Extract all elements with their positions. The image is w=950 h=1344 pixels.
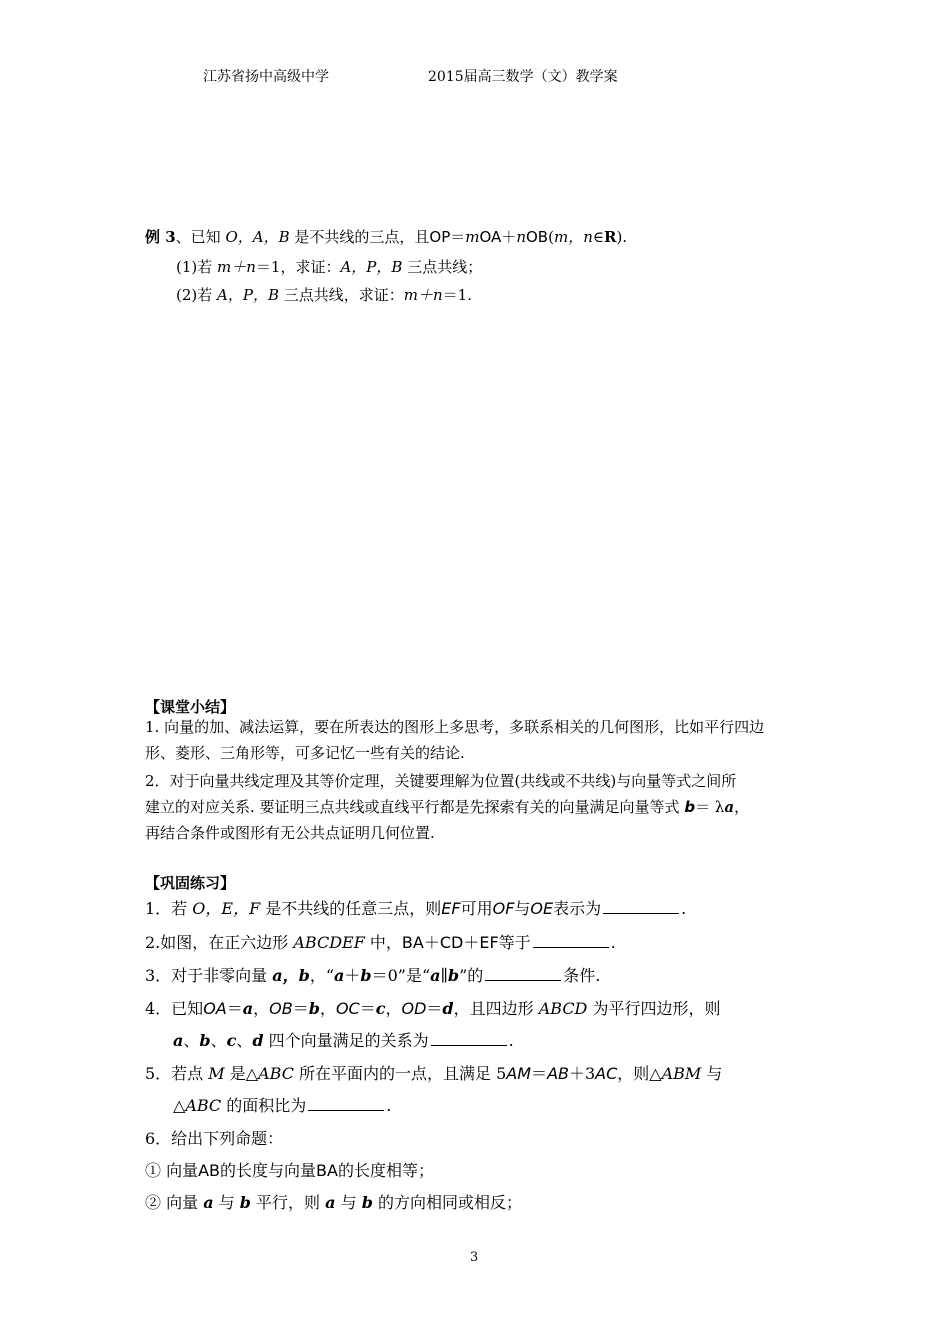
text: ( <box>548 228 554 246</box>
text: △ <box>173 1096 186 1115</box>
text: ① 向量 <box>145 1161 199 1180</box>
practice-q4-line1 <box>145 996 720 1019</box>
text: . <box>610 933 616 952</box>
var-b: b <box>308 999 320 1018</box>
var-b: b <box>684 798 696 816</box>
example-label: 例 3 <box>145 228 176 246</box>
text: ＋ <box>501 228 517 246</box>
vector-oa: OA <box>479 228 502 246</box>
var-b: b <box>360 966 372 985</box>
vector-oa: OA <box>203 999 227 1018</box>
vector-ab: AB <box>547 1064 569 1083</box>
var-b: b <box>361 1193 373 1212</box>
text: 与 <box>335 1193 362 1212</box>
text: ， <box>253 999 270 1018</box>
practice-q4-line2 <box>173 1028 514 1051</box>
text: ＝ <box>226 999 243 1018</box>
text: ＝ <box>531 1064 548 1083</box>
practice-q2 <box>145 930 616 953</box>
var-m: m <box>465 228 480 246</box>
summary-p1-line1: 1. 向量的加、减法运算，要在所表达的图形上多思考，多联系相关的几何图形，比如平行四边 <box>145 718 765 736</box>
text: 是△ <box>224 1064 259 1083</box>
practice-q6: 6．给出下列命题： <box>145 1129 284 1148</box>
var-c: c <box>375 999 386 1018</box>
text: 三点共线； <box>402 258 483 276</box>
var-a: a <box>334 966 345 985</box>
text: ＝ λ <box>695 798 725 816</box>
vector-oc: OC <box>335 999 360 1018</box>
hexagon-name: ABCDEF <box>293 933 365 952</box>
text: 与 <box>514 899 531 918</box>
text: 与 <box>701 1064 723 1083</box>
vector-od: OD <box>401 999 427 1018</box>
text: ＝1，求证： <box>255 258 341 276</box>
text: ，“ <box>309 966 335 985</box>
text: 条件. <box>563 966 601 985</box>
proposition-1 <box>145 1158 434 1181</box>
text: 中， <box>364 933 402 952</box>
text: 2.如图，在正六边形 <box>145 933 294 952</box>
vars: a，b <box>272 966 310 985</box>
answer-blank[interactable] <box>603 912 679 914</box>
text: 1．若 <box>145 899 193 918</box>
text: 、 <box>183 1031 200 1050</box>
practice-q5-line1 <box>145 1061 722 1084</box>
triangle-abm: ABM <box>661 1064 702 1083</box>
var-a: a <box>325 1193 336 1212</box>
text: ② 向量 <box>145 1193 204 1212</box>
vector-ab: AB <box>198 1161 221 1180</box>
vector-expression: BA＋CD＋EF <box>401 933 499 952</box>
summary-heading: 【课堂小结】 <box>145 698 236 716</box>
text: ＝ <box>450 228 466 246</box>
text: 是不共线的三点，且 <box>289 228 430 246</box>
text: (2)若 <box>176 286 218 304</box>
triangle-abc: ABC <box>258 1064 294 1083</box>
answer-blank[interactable] <box>485 979 561 981</box>
text: 的长度与向量 <box>220 1161 317 1180</box>
practice-q3 <box>145 963 600 986</box>
var-d: d <box>442 999 454 1018</box>
points: A，P，B <box>340 258 403 276</box>
text: 三点共线，求证： <box>278 286 404 304</box>
page-number: 3 <box>470 1250 479 1265</box>
vector-of: OF <box>492 899 515 918</box>
var-a: a <box>203 1193 214 1212</box>
var-n: n <box>516 228 526 246</box>
summary-p2-line1: 2．对于向量共线定理及其等价定理，关键要理解为位置(共线或不共线)与向量等式之间所 <box>145 772 737 790</box>
text: ， <box>385 999 402 1018</box>
text: ＝1. <box>442 286 472 304</box>
text: 、 <box>236 1031 253 1050</box>
var-a: a <box>724 798 735 816</box>
text: 可用 <box>460 899 493 918</box>
text: 4．已知 <box>145 999 204 1018</box>
text: 平行，则 <box>250 1193 326 1212</box>
practice-heading: 【巩固练习】 <box>145 874 236 892</box>
text: 、已知 <box>175 228 226 246</box>
vector-ob: OB <box>269 999 293 1018</box>
text: . <box>386 1096 392 1115</box>
proposition-2 <box>145 1190 522 1213</box>
summary-p2-line3: 再结合条件或图形有无公共点证明几何位置. <box>145 824 435 842</box>
points: O，A，B <box>225 228 290 246</box>
text: ∈ <box>592 228 604 246</box>
text: 3．对于非零向量 <box>145 966 273 985</box>
text: ，则△ <box>617 1064 662 1083</box>
triangle-abc: ABC <box>185 1096 222 1115</box>
header-title: 2015届高三数学（文）教学案 <box>428 69 618 85</box>
var-b: b <box>199 1031 211 1050</box>
vector-op: OP <box>429 228 451 246</box>
text: 的方向相同或相反； <box>372 1193 522 1212</box>
practice-q5-line2 <box>173 1093 391 1116</box>
text: 为平行四边形，则 <box>587 999 721 1018</box>
text: ＋3 <box>568 1064 596 1083</box>
text: 建立的对应关系. 要证明三点共线或直线平行都是先探索有关的向量满足向量等式 <box>145 798 685 816</box>
text: ＋ <box>344 966 361 985</box>
text: 等于 <box>498 933 531 952</box>
summary-p2-line2 <box>145 794 749 820</box>
vector-ba: BA <box>316 1161 338 1180</box>
vector-am: AM <box>506 1064 532 1083</box>
var-b: b <box>447 966 460 985</box>
vector-ob: OB <box>526 228 549 246</box>
var-a: a <box>173 1031 184 1050</box>
text: ＝ <box>359 999 376 1018</box>
text: ＝0”是“ <box>371 966 431 985</box>
reals: R <box>603 228 617 246</box>
text: ， <box>734 798 750 816</box>
text: ). <box>616 228 628 246</box>
text: ∥ <box>440 966 448 985</box>
text: 5．若点 <box>145 1064 209 1083</box>
text: 所在平面内的一点，且满足 5 <box>293 1064 507 1083</box>
text: 的长度相等； <box>337 1161 434 1180</box>
point-m: M <box>208 1064 225 1083</box>
example-3-stem <box>145 226 627 247</box>
practice-q1 <box>145 896 686 919</box>
text: 、 <box>210 1031 227 1050</box>
condition: m＋n <box>217 258 256 276</box>
vector-oe: OE <box>530 899 554 918</box>
condition: m＋n <box>403 286 443 304</box>
var-a: a <box>430 966 441 985</box>
text: 与 <box>213 1193 240 1212</box>
header-school: 江苏省扬中高级中学 <box>203 69 329 85</box>
answer-blank[interactable] <box>533 946 609 948</box>
text: ＝ <box>292 999 309 1018</box>
vector-ac: AC <box>595 1064 618 1083</box>
text: 是不共线的任意三点，则 <box>260 899 442 918</box>
vector-ef: EF <box>441 899 461 918</box>
var-b: b <box>239 1193 251 1212</box>
example-3-q2 <box>176 284 472 305</box>
text: . <box>508 1031 514 1050</box>
text: ”的 <box>459 966 484 985</box>
var-a: a <box>242 999 254 1018</box>
text: ，且四边形 <box>453 999 539 1018</box>
example-3-q1 <box>176 256 482 277</box>
text: 表示为 <box>553 899 602 918</box>
text: (1)若 <box>176 258 218 276</box>
vars: m，n <box>553 228 593 246</box>
points: A，P，B <box>217 286 279 304</box>
summary-p1-line2: 形、菱形、三角形等，可多记忆一些有关的结论. <box>145 744 465 762</box>
answer-blank[interactable] <box>431 1044 507 1046</box>
text: . <box>681 899 687 918</box>
answer-blank[interactable] <box>308 1109 384 1111</box>
var-d: d <box>252 1031 264 1050</box>
text: ＝ <box>426 999 443 1018</box>
var-c: c <box>226 1031 237 1050</box>
quad-name: ABCD <box>538 999 588 1018</box>
text: ， <box>319 999 336 1018</box>
text: 的面积比为 <box>221 1096 307 1115</box>
points: O，E，F <box>192 899 261 918</box>
text: 四个向量满足的关系为 <box>263 1031 429 1050</box>
